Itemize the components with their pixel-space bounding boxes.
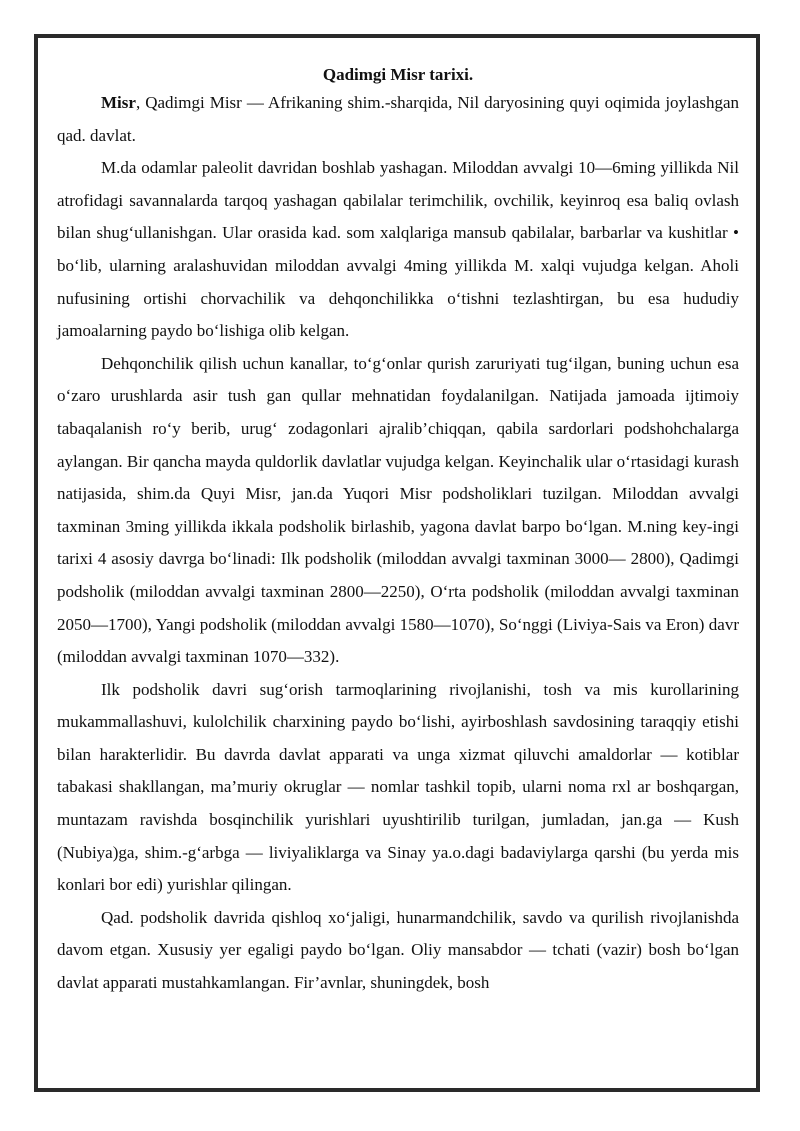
document-title: Qadimgi Misr tarixi. [322, 65, 474, 84]
paragraph-settlement: M.da odamlar paleolit davridan boshlab yashagan. Miloddan avvalgi 10—6ming yillikda Nil atrofidagi savannalarda tarqoq yashagan qabilalar terimchilik, ovchilik, keyinroq esa baliq ovlash bilan shug‘ullanishgan. Ular orasida kad. som xalqlariga mansub qabilalar, barbarlar va kushitlar • bo‘lib, ularning aralashuvidan miloddan avvalgi 4ming yillikda M. xalqi vujudga kelgan. Aholi nufusining ortishi chorvachilik va dehqonchilikka o‘tishni tezlashtirgan, bu esa hududiy jamoalarning paydo bo‘lishiga olib kelgan. [57, 158, 739, 341]
document-body [57, 55, 739, 1000]
paragraph-kingdoms: Dehqonchilik qilish uchun kanallar, to‘g‘onlar qurish zaruriyati tug‘ilgan, buning uchun esa o‘zaro urushlarda asir tush gan qullar mehnatidan foydalanilgan. Natijada jamoada ijtimoiy tabaqalanish ro‘y berib, urug‘ zodagonlari ajralib’chiqqan, qabila sardorlari podshohchalarga aylangan. Bir qancha mayda quldorlik davlatlar vujudga kelgan. Keyinchalik ular o‘rtasidagi kurash natijasida, shim.da Quyi Misr, jan.da Yuqori Misr podsholiklari tuzilgan. Miloddan avvalgi taxminan 3ming yillikda ikkala podsholik birlashib, yagona davlat barpo bo‘lgan. M.ning key-ingi tarixi 4 asosiy davrga bo‘linadi: Ilk podsholik (miloddan avvalgi taxminan 3000— 2800), Qadimgi podsholik (miloddan avvalgi taxminan 2800—2250), O‘rta podsholik (miloddan avvalgi taxminan 2050—1700), Yangi podsholik (miloddan avvalgi 1580—1070), So‘nggi (Liviya-Sais va Eron) davr (miloddan avvalgi taxminan 1070—332). [57, 353, 739, 667]
intro-paragraph [57, 87, 739, 152]
paragraph-old-kingdom: Qad. podsholik davrida qishloq xo‘jaligi, hunarmandchilik, savdo va qurilish rivojlanishda davom etgan. Xususiy yer egaligi paydo bo‘lgan. Oliy mansabdor — tchati (vazir) bosh bo‘lgan davlat apparati mustahkamlangan. Fir’avnlar, shuningdek, bosh [57, 907, 739, 993]
intro-lead-term: Misr [101, 93, 136, 112]
intro-text: , Qadimgi Misr — Afrikaning shim.-sharqida, Nil daryosining quyi oqimida joylashgan qad. davlat. [57, 93, 739, 145]
paragraph-early-kingdom: Ilk podsholik davri sug‘orish tarmoqlarining rivojlanishi, tosh va mis kurollarining mukammallashuvi, kulolchilik charxining paydo bo‘lishi, ayirboshlash savdosining taraqqiy etishi bilan harakterlidir. Bu davrda davlat apparati va unga xizmat qiluvchi amaldorlar — kotiblar tabakasi shakllangan, ma’muriy okruglar — nomlar tashkil topib, ularni noma rxl ar boshqargan, muntazam ravishda bosqinchilik yurishlari uyushtirilib turilgan, jumladan, jan.ga — Kush (Nubiya)ga, shim.-g‘arbga — liviyaliklarga va Sinay ya.o.dagi badaviylarga qarshi (bu yerda mis konlari bor edi) yurishlar qilingan. [57, 679, 739, 895]
